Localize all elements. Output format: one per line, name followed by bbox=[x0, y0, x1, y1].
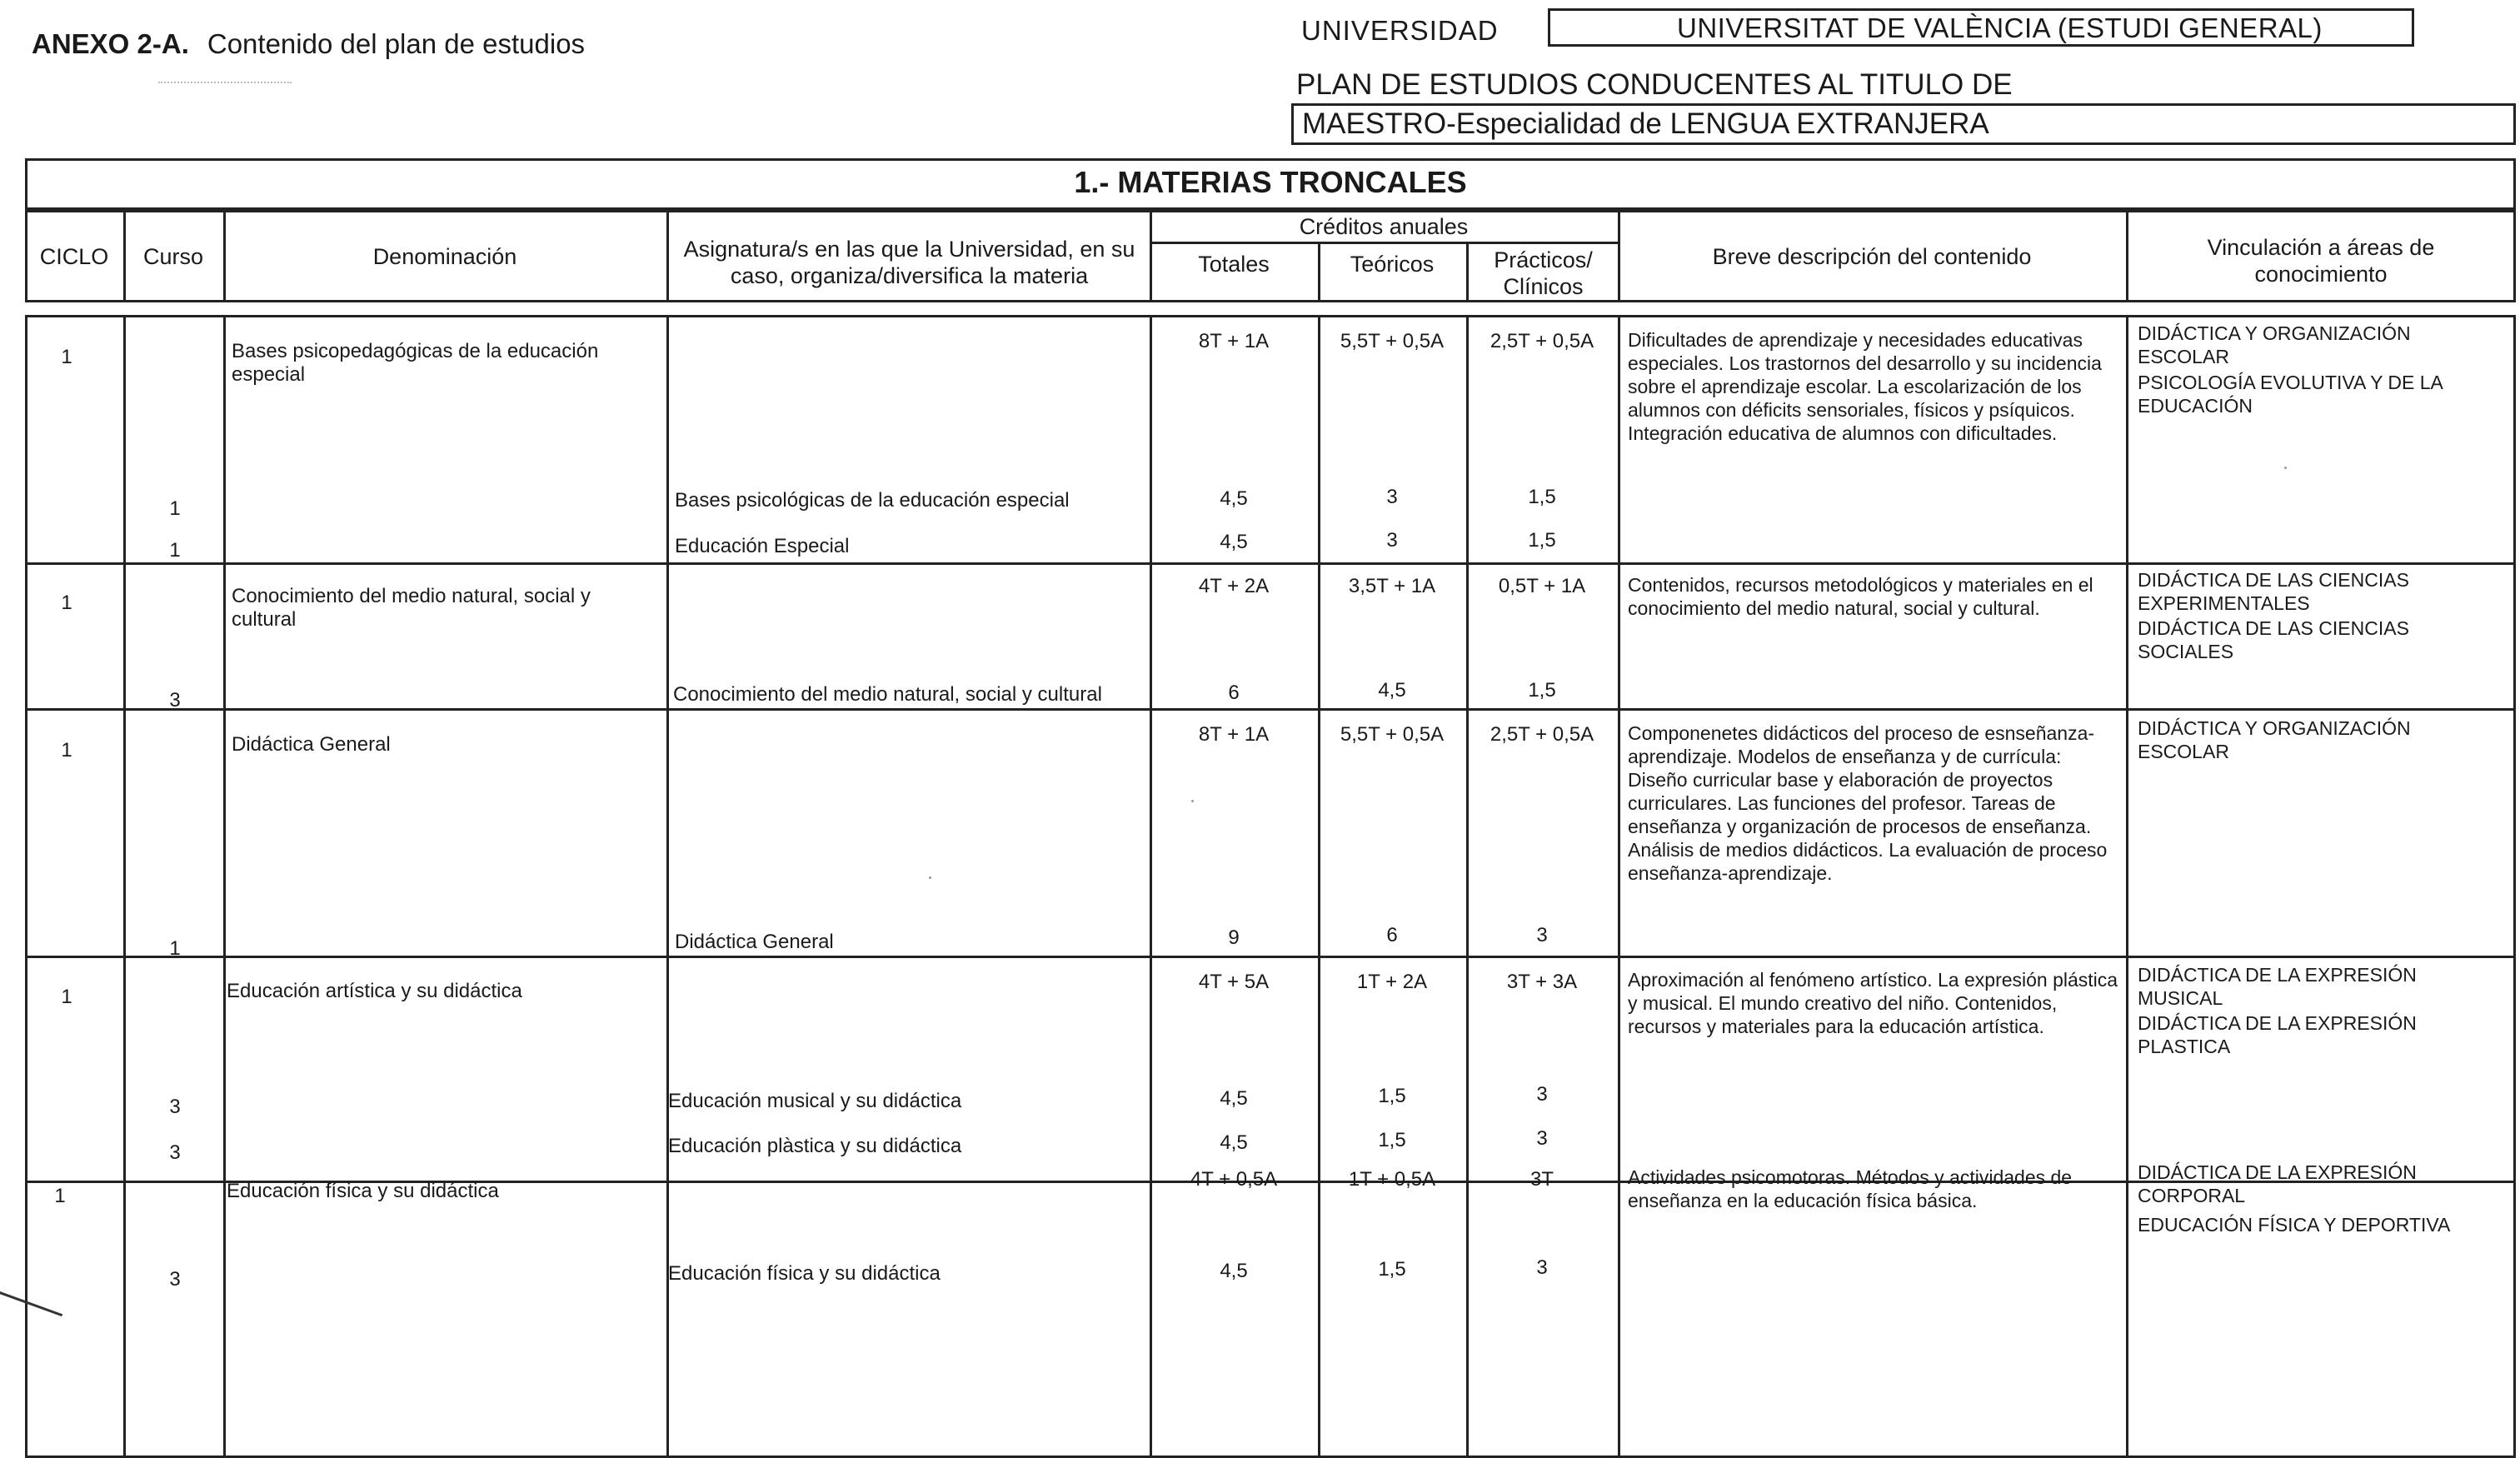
col-practicos: Prácticos/ Clínicos bbox=[1494, 247, 1593, 299]
descripcion-value: Actividades psicomotoras. Métodos y actividades de enseñanza en la educación física básica. bbox=[1628, 1166, 2073, 1211]
materias-table bbox=[25, 158, 2516, 1300]
section-title: 1.- MATERIAS TRONCALES bbox=[25, 158, 2516, 210]
col-creditos-anuales: Créditos anuales bbox=[1299, 214, 1469, 239]
asignatura-teoricos: 1,5 bbox=[1378, 1085, 1406, 1107]
area-value: DIDÁCTICA Y ORGANIZACIÓN ESCOLAR bbox=[2138, 322, 2411, 367]
ciclo-value: 1 bbox=[61, 739, 72, 761]
practicos-value: 2,5T + 0,5A bbox=[1490, 330, 1594, 352]
ciclo-value: 1 bbox=[61, 592, 72, 614]
scan-edge-mark bbox=[0, 1291, 62, 1348]
practicos-value: 3T + 3A bbox=[1506, 971, 1578, 993]
totales-value: 4T + 5A bbox=[1198, 971, 1270, 993]
asignatura-practicos: 1,5 bbox=[1528, 679, 1556, 702]
descripcion-value: Componenetes didácticos del proceso de esnseñanza-aprendizaje. Modelos de enseñanza y de currícula: Diseño curricular base y elaboración de proyectos curriculares. Las funciones del profesor. Tareas de enseñanza y organización de procesos de enseñanza. Análisis de medios didácticos. La evaluación de proceso enseñanza-aprendizaje. bbox=[1628, 722, 2108, 884]
curso-value: 3 bbox=[169, 1268, 181, 1291]
area-value: DIDÁCTICA Y ORGANIZACIÓN ESCOLAR bbox=[2138, 717, 2411, 762]
col-denominacion: Denominación bbox=[372, 243, 517, 269]
area-value: DIDÁCTICA DE LA EXPRESIÓN MUSICAL bbox=[2138, 964, 2417, 1009]
descripcion-value: Dificultades de aprendizaje y necesidades educativas especiales. Los trastornos del desarrollo y su incidencia sobre el aprendizaje escolar. La escolarización de los alumnos con déficits sensoriales, físicos y psíquicos. Integración educativa de alumnos con dificultades. bbox=[1628, 329, 2102, 444]
denominacion-value: Didáctica General bbox=[232, 733, 391, 756]
col-curso: Curso bbox=[142, 243, 204, 269]
totales-value: 8T + 1A bbox=[1198, 330, 1270, 352]
denominacion-value: Educación física y su didáctica bbox=[227, 1180, 499, 1202]
asignatura-teoricos: 1,5 bbox=[1378, 1129, 1406, 1151]
asignatura-teoricos: 6 bbox=[1386, 924, 1398, 946]
area-value: PSICOLOGÍA EVOLUTIVA Y DE LA EDUCACIÓN bbox=[2138, 372, 2443, 417]
area-value: DIDÁCTICA DE LAS CIENCIAS SOCIALES bbox=[2138, 617, 2409, 662]
area-value: DIDÁCTICA DE LAS CIENCIAS EXPERIMENTALES bbox=[2138, 569, 2409, 614]
asignatura-practicos: 1,5 bbox=[1528, 486, 1556, 508]
ciclo-value: 1 bbox=[61, 986, 72, 1008]
curso-value: 3 bbox=[169, 1141, 181, 1164]
scan-noise bbox=[2284, 467, 2287, 469]
curso-value: 1 bbox=[169, 539, 181, 562]
teoricos-value: 3,5T + 1A bbox=[1348, 575, 1436, 597]
university-label: UNIVERSIDAD bbox=[1301, 15, 1499, 46]
asignatura-totales: 6 bbox=[1228, 682, 1240, 704]
asignatura-value: Educación musical y su didáctica bbox=[668, 1090, 962, 1112]
col-vinculacion: Vinculación a áreas de conocimiento bbox=[2207, 234, 2435, 287]
asignatura-totales: 4,5 bbox=[1220, 531, 1248, 553]
practicos-value: 3T bbox=[1529, 1168, 1554, 1191]
asignatura-value: Educación plàstica y su didáctica bbox=[668, 1135, 962, 1157]
scan-smudge bbox=[158, 82, 292, 87]
teoricos-value: 1T + 2A bbox=[1356, 971, 1428, 993]
asignatura-totales: 4,5 bbox=[1220, 1260, 1248, 1282]
annex-code: ANEXO 2-A. bbox=[32, 28, 189, 59]
descripcion-value: Aproximación al fenómeno artístico. La expresión plástica y musical. El mundo creativo del niño. Contenidos, recursos y materiales para la educación artística. bbox=[1628, 969, 2118, 1037]
asignatura-value: Educación física y su didáctica bbox=[668, 1262, 941, 1285]
area-value: DIDÁCTICA DE LA EXPRESIÓN PLASTICA bbox=[2138, 1012, 2417, 1057]
degree-title-box: MAESTRO-Especialidad de LENGUA EXTRANJERA bbox=[1291, 103, 2516, 145]
asignatura-totales: 4,5 bbox=[1220, 1131, 1248, 1154]
teoricos-value: 5,5T + 0,5A bbox=[1340, 723, 1445, 746]
practicos-value: 2,5T + 0,5A bbox=[1490, 723, 1594, 746]
curso-value: 1 bbox=[169, 937, 181, 960]
ciclo-value: 1 bbox=[61, 346, 72, 368]
asignatura-value: Bases psicológicas de la educación especial bbox=[675, 489, 1070, 512]
descripcion-value: Contenidos, recursos metodológicos y materiales en el conocimiento del medio natural, social y cultural. bbox=[1628, 574, 2093, 619]
denominacion-value: Educación artística y su didáctica bbox=[227, 980, 522, 1002]
denominacion-value: Bases psicopedagógicas de la educación especial bbox=[232, 340, 599, 386]
annex-heading bbox=[32, 28, 585, 60]
university-name-box: UNIVERSITAT DE VALÈNCIA (ESTUDI GENERAL) bbox=[1548, 8, 2414, 47]
curso-value: 3 bbox=[169, 1096, 181, 1118]
col-ciclo: CICLO bbox=[39, 243, 109, 269]
plan-label: PLAN DE ESTUDIOS CONDUCENTES AL TITULO DE bbox=[1296, 68, 2013, 101]
teoricos-value: 5,5T + 0,5A bbox=[1340, 330, 1445, 352]
area-value: DIDÁCTICA DE LA EXPRESIÓN CORPORAL bbox=[2138, 1161, 2417, 1206]
col-descripcion: Breve descripción del contenido bbox=[1712, 243, 2032, 269]
annex-title: Contenido del plan de estudios bbox=[207, 28, 586, 59]
totales-value: 8T + 1A bbox=[1198, 723, 1270, 746]
asignatura-practicos: 3 bbox=[1536, 1256, 1548, 1279]
asignatura-teoricos: 4,5 bbox=[1378, 679, 1406, 702]
curso-value: 1 bbox=[169, 497, 181, 520]
scan-noise bbox=[929, 876, 931, 879]
ciclo-value: 1 bbox=[54, 1185, 66, 1207]
asignatura-value: Didáctica General bbox=[675, 931, 834, 953]
scan-noise bbox=[1191, 800, 1194, 802]
asignatura-value: Conocimiento del medio natural, social y cultural bbox=[673, 683, 1102, 706]
asignatura-practicos: 3 bbox=[1536, 1127, 1548, 1150]
col-totales: Totales bbox=[1198, 252, 1270, 277]
totales-value: 4T + 2A bbox=[1198, 575, 1270, 597]
asignatura-totales: 9 bbox=[1228, 926, 1240, 949]
col-asignatura: Asignatura/s en las que la Universidad, en su caso, organiza/diversifica la materia bbox=[683, 237, 1135, 288]
practicos-value: 0,5T + 1A bbox=[1498, 575, 1586, 597]
teoricos-value: 1T + 0,5A bbox=[1348, 1168, 1436, 1191]
denominacion-value: Conocimiento del medio natural, social y cultural bbox=[232, 585, 591, 631]
asignatura-practicos: 1,5 bbox=[1528, 529, 1556, 552]
asignatura-teoricos: 3 bbox=[1386, 529, 1398, 552]
totales-value: 4T + 0,5A bbox=[1190, 1168, 1278, 1191]
asignatura-totales: 4,5 bbox=[1220, 487, 1248, 510]
asignatura-teoricos: 1,5 bbox=[1378, 1258, 1406, 1281]
asignatura-teoricos: 3 bbox=[1386, 486, 1398, 508]
curso-value: 3 bbox=[169, 689, 181, 712]
col-teoricos: Teóricos bbox=[1350, 252, 1435, 277]
asignatura-totales: 4,5 bbox=[1220, 1087, 1248, 1110]
area-value: EDUCACIÓN FÍSICA Y DEPORTIVA bbox=[2138, 1214, 2451, 1236]
asignatura-practicos: 3 bbox=[1536, 924, 1548, 946]
asignatura-practicos: 3 bbox=[1536, 1083, 1548, 1106]
asignatura-value: Educación Especial bbox=[675, 535, 850, 557]
